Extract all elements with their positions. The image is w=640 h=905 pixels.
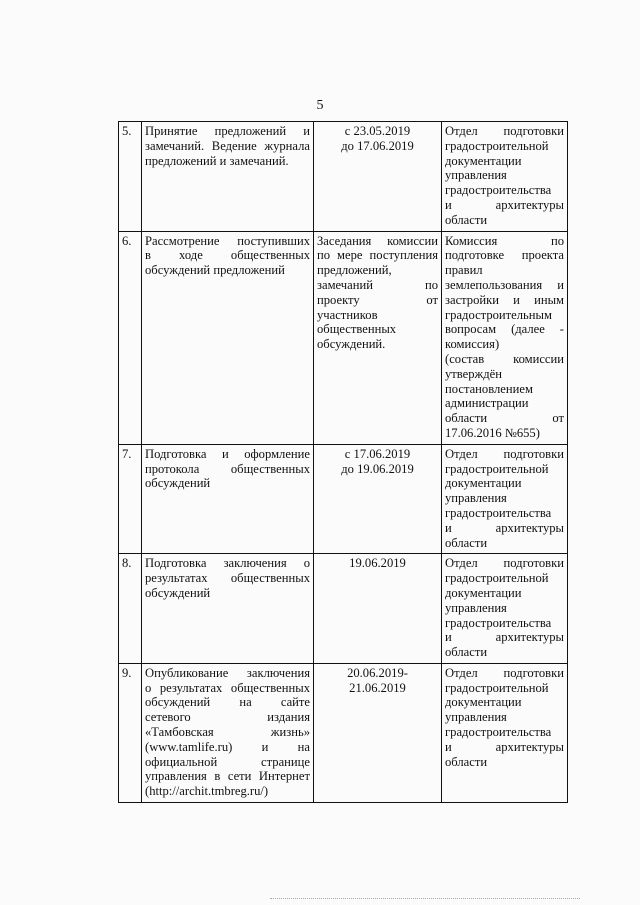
responsible-cell-line: области от bbox=[445, 411, 564, 426]
responsible-cell-line: градостроительной bbox=[445, 138, 549, 153]
row-number: 5. bbox=[119, 122, 142, 232]
stage-cell-line: Подготовка заключения о bbox=[145, 556, 310, 571]
responsible-cell-line: документации bbox=[445, 585, 522, 600]
date-cell-line: Заседания комиссии bbox=[317, 233, 438, 248]
stage-cell-line: обсуждений на сайте bbox=[145, 695, 310, 710]
responsible-cell bbox=[442, 554, 568, 664]
row-number: 6. bbox=[119, 231, 142, 444]
table-row bbox=[119, 444, 568, 554]
responsible-cell-line: документации bbox=[445, 476, 522, 491]
stage-cell-line: предложений и замечаний. bbox=[145, 153, 289, 168]
stage-cell-line: официальной странице bbox=[145, 754, 310, 769]
responsible-cell-line: Отдел подготовки bbox=[445, 556, 564, 571]
responsible-cell-line: застройки и иным bbox=[445, 292, 564, 307]
row-number: 9. bbox=[119, 663, 142, 802]
date-cell-line: 19.06.2019 bbox=[349, 556, 406, 571]
responsible-cell-line: администрации bbox=[445, 396, 529, 411]
responsible-cell-line: градостроительства bbox=[445, 183, 552, 198]
responsible-cell-line: и архитектуры bbox=[445, 520, 564, 535]
date-cell-line: до 17.06.2019 bbox=[341, 138, 414, 153]
date-cell-line: с 17.06.2019 bbox=[344, 446, 411, 461]
responsible-cell-line: градостроительным bbox=[445, 307, 552, 322]
date-cell bbox=[314, 444, 442, 554]
responsible-cell-line: области bbox=[445, 754, 488, 769]
responsible-cell-line: документации bbox=[445, 695, 522, 710]
stage-cell-line: обсуждений bbox=[145, 585, 211, 600]
responsible-cell-line: и архитектуры bbox=[445, 739, 564, 754]
responsible-cell-line: (состав комиссии bbox=[445, 351, 564, 366]
responsible-cell-line: управления bbox=[445, 600, 507, 615]
date-cell-line: с 23.05.2019 bbox=[344, 124, 411, 138]
responsible-cell-line: документации bbox=[445, 153, 522, 168]
date-cell-line: 21.06.2019 bbox=[349, 680, 406, 695]
responsible-cell-line: утверждён bbox=[445, 366, 502, 381]
stage-cell-line: (www.tamlife.ru) и на bbox=[145, 739, 310, 754]
date-cell bbox=[314, 554, 442, 664]
responsible-cell-line: подготовке проекта bbox=[445, 248, 564, 263]
date-cell bbox=[314, 122, 442, 232]
responsible-cell-line: градостроительства bbox=[445, 505, 552, 520]
stage-cell-line: (http://archit.tmbreg.ru/) bbox=[145, 784, 269, 799]
stage-cell-line: обсуждений предложений bbox=[145, 263, 285, 278]
stage-cell-line: Рассмотрение поступивших bbox=[145, 233, 310, 248]
stage-cell bbox=[142, 444, 314, 554]
responsible-cell-line: управления bbox=[445, 710, 507, 725]
stage-cell-line: Подготовка и оформление bbox=[145, 446, 310, 461]
date-cell-line: до 19.06.2019 bbox=[341, 461, 414, 476]
stage-cell-line: «Тамбовская жизнь» bbox=[145, 725, 310, 740]
responsible-cell-line: градостроительной bbox=[445, 680, 549, 695]
responsible-cell bbox=[442, 444, 568, 554]
responsible-cell-line: градостроительной bbox=[445, 571, 549, 586]
date-cell-line: обсуждений. bbox=[317, 337, 386, 352]
date-cell-line: общественных bbox=[317, 322, 397, 337]
date-cell-line: 20.06.2019- bbox=[347, 665, 408, 680]
table-row bbox=[119, 231, 568, 444]
table-row bbox=[119, 122, 568, 232]
stage-cell-line: обсуждений bbox=[145, 476, 211, 491]
page-number: 5 bbox=[316, 98, 324, 113]
stage-cell-line: о результатах общественных bbox=[145, 680, 310, 695]
stage-cell-line: Опубликование заключения bbox=[145, 665, 310, 680]
responsible-cell-line: градостроительной bbox=[445, 461, 549, 476]
stage-cell bbox=[142, 663, 314, 802]
responsible-cell-line: градостроительства bbox=[445, 725, 552, 740]
bottom-scan-marks bbox=[270, 898, 580, 899]
responsible-cell-line: Комиссия по bbox=[445, 233, 564, 248]
responsible-cell-line: Отдел подготовки bbox=[445, 446, 564, 461]
responsible-cell-line: управления bbox=[445, 491, 507, 506]
responsible-cell bbox=[442, 663, 568, 802]
table-row bbox=[119, 663, 568, 802]
row-number: 8. bbox=[119, 554, 142, 664]
date-cell-line: по мере поступления bbox=[317, 248, 438, 263]
responsible-cell-line: области bbox=[445, 645, 488, 660]
stage-cell bbox=[142, 554, 314, 664]
date-cell bbox=[314, 663, 442, 802]
schedule-table bbox=[118, 121, 568, 803]
responsible-cell-line: Отдел подготовки bbox=[445, 665, 564, 680]
stage-cell-line: управления в сети Интернет bbox=[145, 769, 310, 784]
responsible-cell-line: постановлением bbox=[445, 381, 533, 396]
date-cell bbox=[314, 231, 442, 444]
responsible-cell-line: комиссия) bbox=[445, 337, 500, 352]
date-cell-line: замечаний по bbox=[317, 277, 438, 292]
responsible-cell-line: области bbox=[445, 535, 488, 550]
stage-cell-line: в ходе общественных bbox=[145, 248, 310, 263]
stage-cell-line: протокола общественных bbox=[145, 461, 310, 476]
stage-cell-line: результатах общественных bbox=[145, 571, 310, 586]
date-cell-line: участников bbox=[317, 307, 378, 322]
responsible-cell-line: правил bbox=[445, 263, 483, 278]
responsible-cell-line: землепользования и bbox=[445, 277, 564, 292]
responsible-cell bbox=[442, 231, 568, 444]
stage-cell-line: сетевого издания bbox=[145, 710, 310, 725]
date-cell-line: проекту от bbox=[317, 292, 438, 307]
responsible-cell-line: и архитектуры bbox=[445, 197, 564, 212]
responsible-cell-line: вопросам (далее - bbox=[445, 322, 564, 337]
responsible-cell-line: и архитектуры bbox=[445, 630, 564, 645]
stage-cell-line: замечаний. Ведение журнала bbox=[145, 138, 310, 153]
stage-cell-line: Принятие предложений и bbox=[145, 124, 310, 138]
responsible-cell-line: градостроительства bbox=[445, 615, 552, 630]
stage-cell bbox=[142, 231, 314, 444]
table-row bbox=[119, 554, 568, 664]
responsible-cell-line: управления bbox=[445, 168, 507, 183]
row-number: 7. bbox=[119, 444, 142, 554]
date-cell-line: предложений, bbox=[317, 263, 392, 278]
responsible-cell-line: области bbox=[445, 212, 488, 227]
responsible-cell-line: Отдел подготовки bbox=[445, 124, 564, 138]
stage-cell bbox=[142, 122, 314, 232]
responsible-cell-line: 17.06.2016 №655) bbox=[445, 425, 540, 440]
responsible-cell bbox=[442, 122, 568, 232]
